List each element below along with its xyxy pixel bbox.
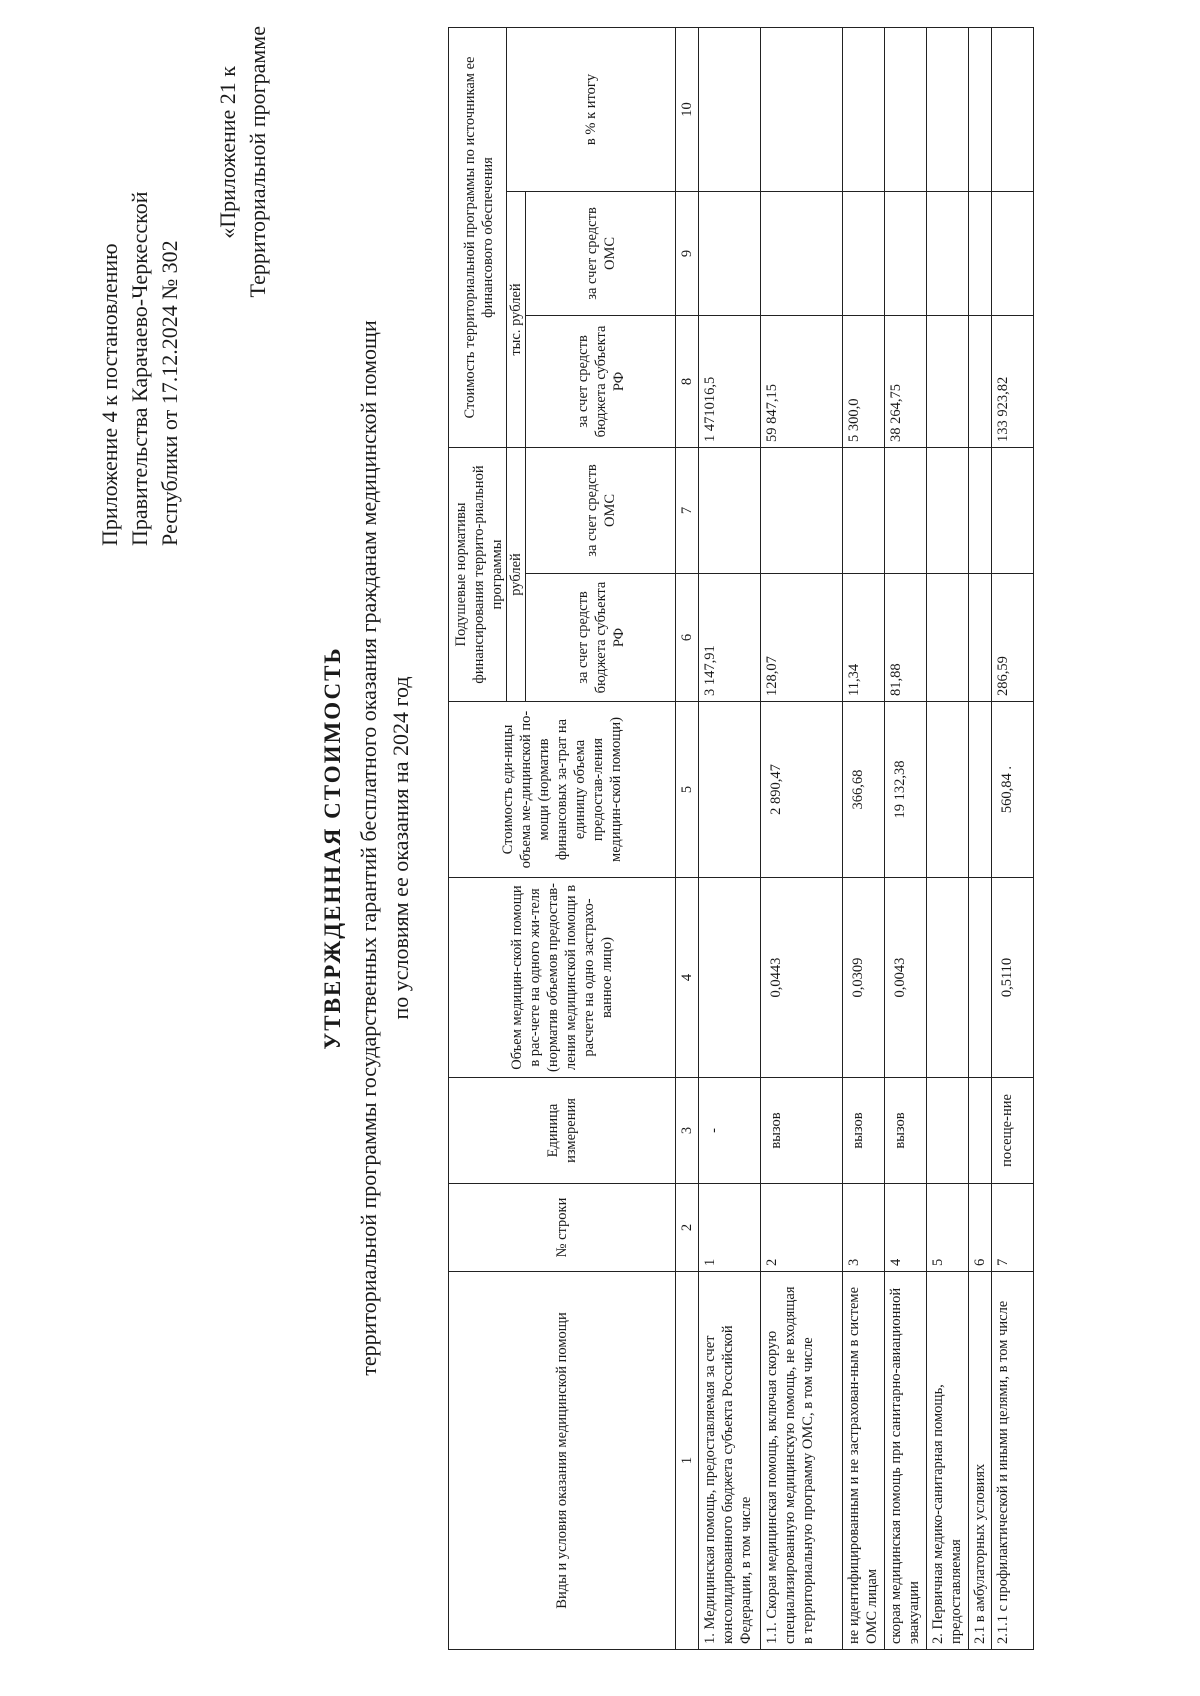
column-number: 4 xyxy=(676,878,699,1078)
row-volume: 0,5110 xyxy=(992,878,1034,1078)
row-cost-budget xyxy=(969,315,992,447)
row-name: 2.1 в амбулаторных условиях xyxy=(969,1272,992,1650)
column-number-row xyxy=(676,27,699,1649)
row-number: 6 xyxy=(969,1184,992,1272)
row-percent xyxy=(761,27,843,191)
column-number: 10 xyxy=(676,27,699,191)
resolution-header xyxy=(95,26,273,546)
row-cost-budget: 59 847,15 xyxy=(761,315,843,447)
header-norms-unit: рублей xyxy=(507,447,526,701)
row-name: не идентифицированным и не застрахован-ным в системе ОМС лицам xyxy=(843,1272,885,1650)
header-norm-oms: за счет средств ОМС xyxy=(526,447,676,573)
row-volume: 0,0043 xyxy=(885,878,927,1078)
column-number: 5 xyxy=(676,702,699,878)
row-volume: 0,0443 xyxy=(761,878,843,1078)
row-cost-oms xyxy=(761,191,843,315)
table-row xyxy=(927,27,969,1649)
row-name: 2. Первичная медико-санитарная помощь, предоставляемая xyxy=(927,1272,969,1650)
header-program-cost: Стоимость территориальной программы по источникам ее финансового обеспечения xyxy=(449,27,507,447)
row-cost-oms xyxy=(992,191,1034,315)
row-norm-budget: 11,34 xyxy=(843,574,885,702)
row-volume xyxy=(927,878,969,1078)
row-name: 1.1. Скорая медицинская помощь, включая скорую специализированную медицинскую помощь, не входящая в территориальную программу ОМС, в том числе xyxy=(761,1272,843,1650)
row-norm-oms xyxy=(761,447,843,573)
row-name: 1. Медицинская помощь, предоставляемая за счет консолидированного бюджета субъекта Российской Федерации, в том числе xyxy=(699,1272,761,1650)
row-unit: - xyxy=(699,1078,761,1184)
appendix-reference: «Приложение 21 к xyxy=(215,66,240,239)
appendix-reference-program: Территориальной программе xyxy=(245,26,270,298)
header-per-capita-norms: Подушевые нормативы финансирования террито-риальной программы xyxy=(449,447,507,701)
row-norm-budget: 81,88 xyxy=(885,574,927,702)
column-number: 1 xyxy=(676,1272,699,1650)
row-unit xyxy=(969,1078,992,1184)
row-unit: вызов xyxy=(843,1078,885,1184)
header-line: Приложение 4 к постановлению xyxy=(97,243,122,546)
header-unit-cost: Стоимость еди-ницы объема ме-дицинской по-мощи (норматив финансовых за-трат на единицу объема предостав-ления медицин-ской помощи) xyxy=(449,702,676,878)
table-row xyxy=(885,27,927,1649)
header-unit: Единица измерения xyxy=(449,1078,676,1184)
row-unit-cost xyxy=(699,702,761,878)
row-cost-budget: 38 264,75 xyxy=(885,315,927,447)
table-body xyxy=(699,27,1034,1649)
row-name: скорая медицинская помощь при санитарно-авиационной эвакуации xyxy=(885,1272,927,1650)
column-number: 2 xyxy=(676,1184,699,1272)
row-unit: посеще-ние xyxy=(992,1078,1034,1184)
row-unit-cost: 560,84 . xyxy=(992,702,1034,878)
row-volume xyxy=(699,878,761,1078)
row-norm-oms xyxy=(927,447,969,573)
row-norm-budget xyxy=(927,574,969,702)
column-number: 6 xyxy=(676,574,699,702)
row-number: 1 xyxy=(699,1184,761,1272)
row-cost-oms xyxy=(699,191,761,315)
row-number: 4 xyxy=(885,1184,927,1272)
row-unit-cost xyxy=(927,702,969,878)
row-percent xyxy=(699,27,761,191)
row-number: 2 xyxy=(761,1184,843,1272)
row-norm-budget: 286,59 xyxy=(992,574,1034,702)
row-norm-oms xyxy=(992,447,1034,573)
row-cost-oms xyxy=(843,191,885,315)
row-norm-oms xyxy=(885,447,927,573)
header-cost-unit: тыс. рублей xyxy=(507,191,526,447)
row-norm-oms xyxy=(843,447,885,573)
header-line: Правительства Карачаево-Черкесской xyxy=(127,191,152,546)
row-norm-budget: 3 147,91 xyxy=(699,574,761,702)
row-cost-oms xyxy=(927,191,969,315)
row-norm-oms xyxy=(699,447,761,573)
row-unit-cost: 19 132,38 xyxy=(885,702,927,878)
row-name: 2.1.1 с профилактической и иными целями, в том числе xyxy=(992,1272,1034,1650)
document-subtitle-year: по условиям ее оказания на 2024 год xyxy=(388,676,413,1020)
table-row xyxy=(992,27,1034,1649)
row-unit: вызов xyxy=(761,1078,843,1184)
row-volume xyxy=(969,878,992,1078)
header-line: Республики от 17.12.2024 № 302 xyxy=(157,240,182,546)
row-unit xyxy=(927,1078,969,1184)
row-unit-cost: 366,68 xyxy=(843,702,885,878)
row-cost-budget xyxy=(927,315,969,447)
header-row-number: № строки xyxy=(449,1184,676,1272)
table-row xyxy=(843,27,885,1649)
table-row xyxy=(761,27,843,1649)
row-percent xyxy=(927,27,969,191)
row-number: 3 xyxy=(843,1184,885,1272)
row-volume: 0,0309 xyxy=(843,878,885,1078)
document-subtitle: территориальной программы государственных гарантий бесплатного оказания гражданам медицинской помощи xyxy=(356,320,381,1376)
table-row xyxy=(699,27,761,1649)
header-cost-budget: за счет средств бюджета субъекта РФ xyxy=(526,315,676,447)
row-norm-budget: 128,07 xyxy=(761,574,843,702)
row-unit: вызов xyxy=(885,1078,927,1184)
row-percent xyxy=(885,27,927,191)
column-number: 9 xyxy=(676,191,699,315)
row-unit-cost xyxy=(969,702,992,878)
header-percent: в % к итогу xyxy=(507,27,676,191)
row-unit-cost: 2 890,47 xyxy=(761,702,843,878)
row-cost-budget: 133 923,82 xyxy=(992,315,1034,447)
row-cost-budget: 5 300,0 xyxy=(843,315,885,447)
column-number: 3 xyxy=(676,1078,699,1184)
cost-table xyxy=(448,27,1034,1650)
column-number: 7 xyxy=(676,447,699,573)
header-volume: Объем медицин-ской помощи в рас-чете на одного жи-теля (норматив объемов предостав-ления медицинской помощи в расчете на одно застрахо-ванное лицо) xyxy=(449,878,676,1078)
row-cost-budget: 1 471016,5 xyxy=(699,315,761,447)
header-norm-budget: за счет средств бюджета субъекта РФ xyxy=(526,574,676,702)
row-norm-budget xyxy=(969,574,992,702)
document-title: УТВЕРЖДЕННАЯ СТОИМОСТЬ xyxy=(320,646,345,1050)
column-number: 8 xyxy=(676,315,699,447)
row-cost-oms xyxy=(969,191,992,315)
table-row xyxy=(969,27,992,1649)
row-number: 7 xyxy=(992,1184,1034,1272)
row-percent xyxy=(969,27,992,191)
header-kinds: Виды и условия оказания медицинской помощи xyxy=(449,1272,676,1650)
row-percent xyxy=(843,27,885,191)
row-percent xyxy=(992,27,1034,191)
row-norm-oms xyxy=(969,447,992,573)
row-number: 5 xyxy=(927,1184,969,1272)
header-cost-oms: за счет средств ОМС xyxy=(526,191,676,315)
row-cost-oms xyxy=(885,191,927,315)
